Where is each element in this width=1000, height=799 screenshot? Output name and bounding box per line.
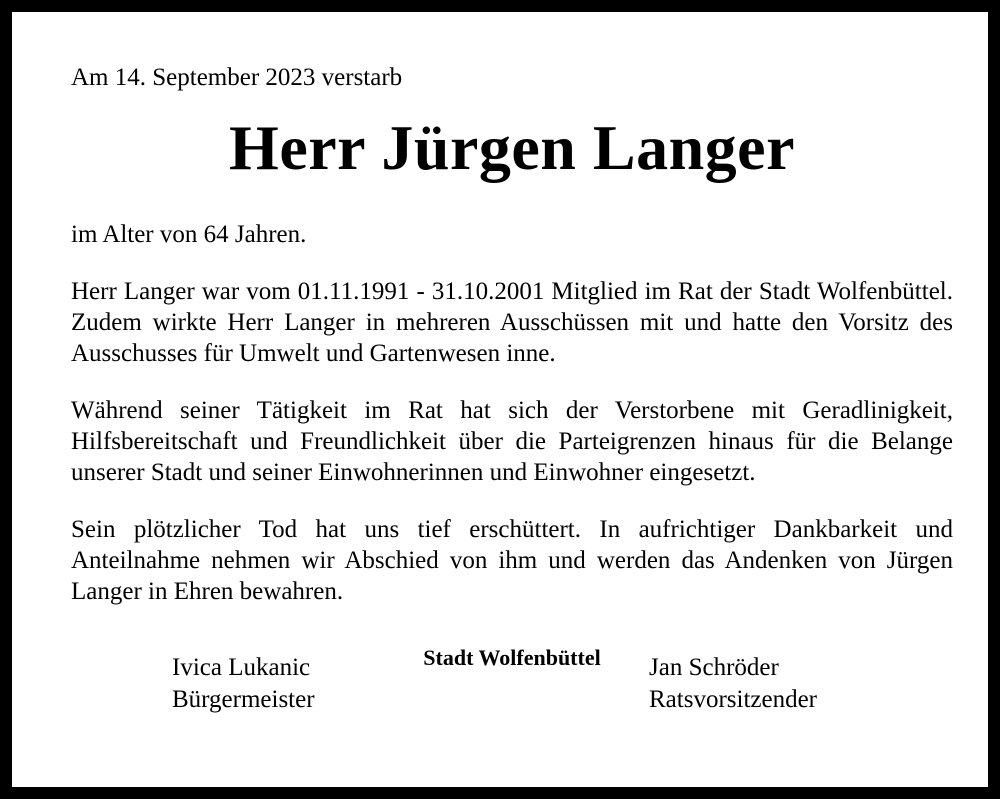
age-line: im Alter von 64 Jahren. bbox=[71, 221, 307, 248]
signatory-left bbox=[172, 652, 315, 716]
signatory-right bbox=[649, 652, 817, 716]
intro-line: Am 14. September 2023 verstarb bbox=[71, 64, 403, 91]
signatory-title: Bürgermeister bbox=[172, 686, 315, 713]
obituary-content bbox=[71, 63, 953, 673]
paragraph-activities: Während seiner Tätigkeit im Rat hat sich der Verstorbene mit Geradlinigkeit, Hilfsbereitschaft und Freundlichkeit über die Parteigrenzen hinaus für die Belange unserer Stadt und seiner Einwohnerinnen und Einwohner eingesetzt. bbox=[71, 397, 953, 486]
organization-name: Stadt Wolfenbüttel bbox=[423, 645, 601, 670]
paragraph-condolence: Sein plötzlicher Tod hat uns tief erschüttert. In aufrichtiger Dankbarkeit und Anteilnahme nehmen wir Abschied von ihm und werden das Andenken von Jürgen Langer in Ehren bewahren. bbox=[71, 516, 953, 605]
signatory-name: Ivica Lukanic bbox=[172, 654, 311, 681]
paragraph-council-membership: Herr Langer war vom 01.11.1991 - 31.10.2001 Mitglied im Rat der Stadt Wolfenbüttel. Zudem wirkte Herr Langer in mehreren Ausschüssen mit und hatte den Vorsitz des Ausschusses für Umwelt und Gartenwesen inne. bbox=[71, 278, 953, 367]
deceased-name: Herr Jürgen Langer bbox=[229, 112, 795, 183]
signatory-name: Jan Schröder bbox=[649, 654, 779, 681]
signatory-title: Ratsvorsitzender bbox=[649, 686, 818, 713]
